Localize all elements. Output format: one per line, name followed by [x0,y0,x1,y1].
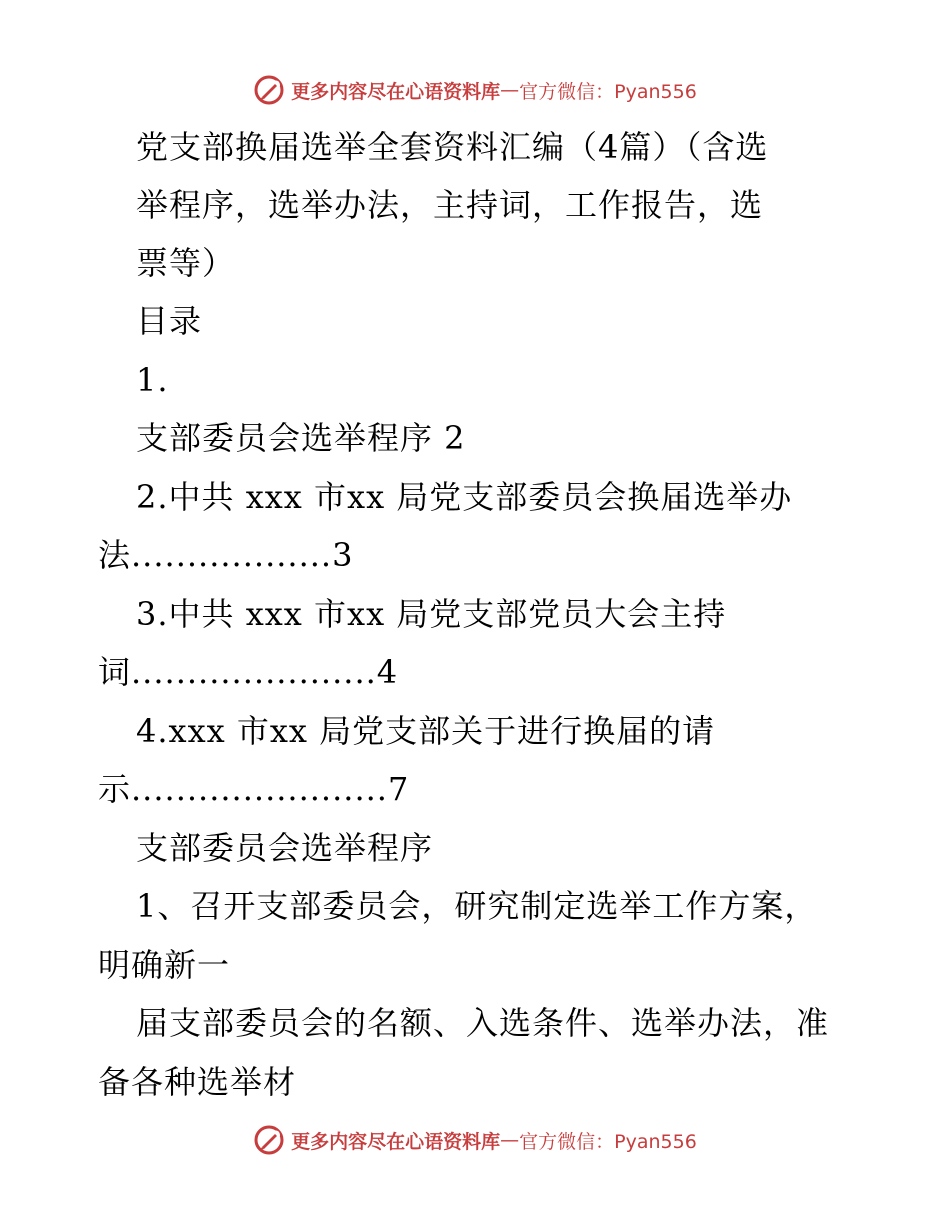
watermark-separator: — [500,79,520,101]
toc-item-3-line-2: 词......................4 [98,653,399,691]
quill-pen-logo-icon [253,74,285,106]
watermark-wechat: 官方微信：Pyan556 [519,1130,697,1153]
toc-item-4-line-2: 示.......................7 [98,770,410,808]
body-line-4: 备各种选举材 [98,1063,297,1101]
title-line-2: 举程序，选举办法，主持词，工作报告，选 [136,186,764,224]
watermark-separator: — [500,1129,520,1151]
toc-item-2-line-1: 2.中共 xxx 市xx 局党支部委员会换届选举办 [136,478,793,516]
body-line-3: 届支部委员会的名额、入选条件、选举办法，准 [136,1004,830,1042]
toc-item-4-line-1: 4.xxx 市xx 局党支部关于进行换届的请 [136,712,716,750]
toc-item-1-line-2: 支部委员会选举程序 2 [136,419,466,457]
watermark-text: 更多内容尽在心语资料库 [291,1130,501,1153]
watermark-banner-bottom [0,1122,950,1158]
watermark-wechat: 官方微信：Pyan556 [519,80,697,103]
body-line-2: 明确新一 [98,946,231,984]
section-heading: 支部委员会选举程序 [136,829,434,867]
watermark-banner-top [0,72,950,108]
title-line-3: 票等） [136,244,236,282]
toc-item-3-line-1: 3.中共 xxx 市xx 局党支部党员大会主持 [136,595,727,633]
title-line-1: 党支部换届选举全套资料汇编（4篇）（含选 [136,128,769,166]
quill-pen-logo-icon [253,1124,285,1156]
body-line-1: 1、召开支部委员会，研究制定选举工作方案， [136,887,818,925]
toc-item-1-line-1: 1. [136,361,169,399]
toc-heading: 目录 [136,302,203,340]
toc-item-2-line-2: 法..................3 [98,536,354,574]
watermark-text: 更多内容尽在心语资料库 [291,80,501,103]
